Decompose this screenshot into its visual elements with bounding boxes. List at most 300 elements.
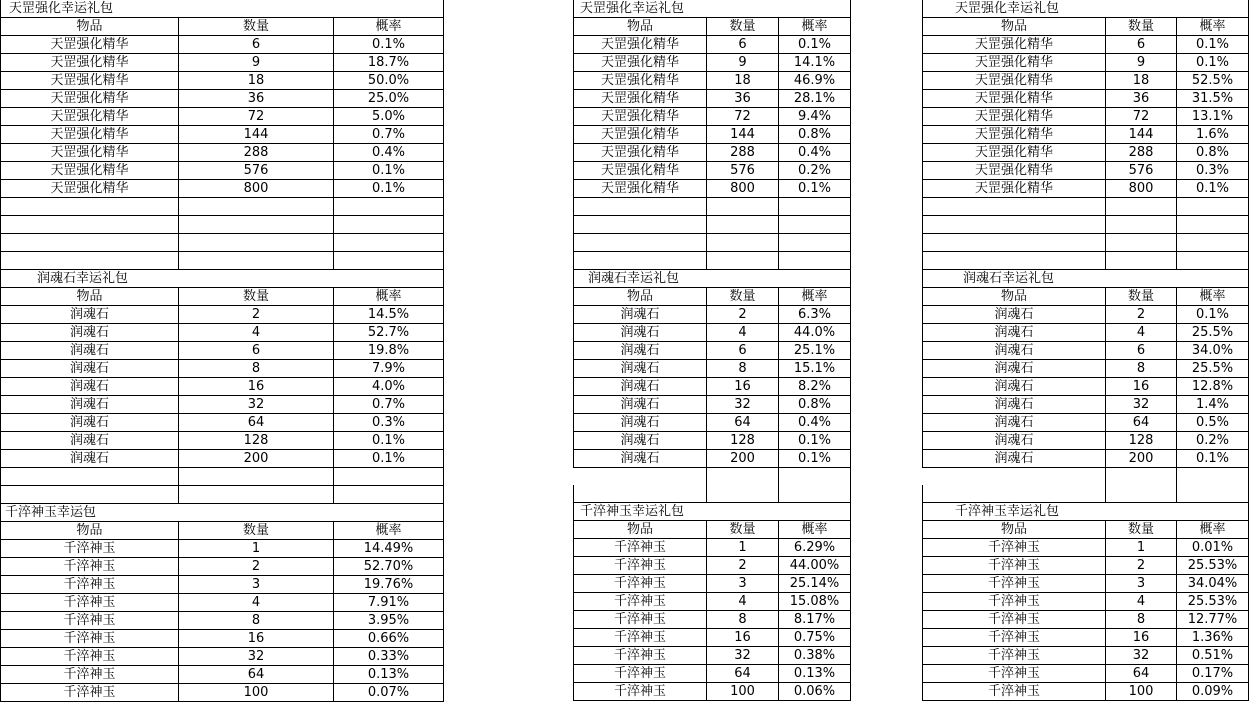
qty-cell[interactable]: 2 [707, 306, 779, 324]
header-qty[interactable]: 数量 [179, 18, 334, 36]
item-cell[interactable]: 润魂石 [574, 360, 707, 378]
prob-cell[interactable]: 25.53% [1177, 557, 1249, 575]
item-cell[interactable]: 天罡强化精华 [574, 126, 707, 144]
prob-cell[interactable]: 28.1% [779, 90, 851, 108]
qty-cell[interactable]: 288 [1106, 144, 1177, 162]
prob-cell[interactable]: 0.4% [334, 144, 444, 162]
table-row [574, 611, 851, 629]
item-cell[interactable]: 润魂石 [574, 342, 707, 360]
item-cell[interactable]: 润魂石 [1, 360, 179, 378]
item-cell[interactable]: 润魂石 [1, 432, 179, 450]
item-cell[interactable]: 千淬神玉 [574, 665, 707, 683]
qty-cell[interactable]: 100 [1106, 683, 1177, 701]
qty-cell[interactable]: 72 [1106, 108, 1177, 126]
section-title[interactable]: 天罡强化幸运礼包 [923, 0, 1106, 18]
item-cell[interactable]: 润魂石 [1, 306, 179, 324]
prob-cell[interactable]: 0.1% [779, 36, 851, 54]
table-row [1, 558, 444, 576]
prob-cell[interactable]: 19.76% [334, 576, 444, 594]
qty-cell[interactable]: 576 [179, 162, 334, 180]
qty-cell[interactable]: 32 [707, 647, 779, 665]
qty-cell[interactable]: 200 [179, 450, 334, 468]
item-cell[interactable]: 润魂石 [574, 396, 707, 414]
prob-cell[interactable]: 18.7% [334, 54, 444, 72]
prob-cell[interactable]: 0.06% [779, 683, 851, 701]
item-cell[interactable]: 天罡强化精华 [574, 144, 707, 162]
item-cell[interactable]: 润魂石 [574, 306, 707, 324]
header-item[interactable]: 物品 [1, 18, 179, 36]
qty-cell[interactable]: 8 [707, 360, 779, 378]
prob-cell[interactable]: 0.3% [1177, 162, 1249, 180]
qty-cell[interactable]: 18 [707, 72, 779, 90]
prob-cell[interactable]: 34.0% [1177, 342, 1249, 360]
item-cell[interactable]: 天罡强化精华 [1, 54, 179, 72]
prob-cell[interactable]: 0.17% [1177, 665, 1249, 683]
qty-cell[interactable]: 128 [707, 432, 779, 450]
item-cell[interactable]: 千淬神玉 [1, 684, 179, 702]
prob-cell[interactable]: 52.7% [334, 324, 444, 342]
section-title[interactable]: 润魂石幸运礼包 [1, 270, 179, 288]
prob-cell[interactable]: 0.1% [334, 432, 444, 450]
table-row [1, 540, 444, 558]
prob-cell[interactable]: 13.1% [1177, 108, 1249, 126]
qty-cell[interactable]: 64 [707, 414, 779, 432]
qty-cell[interactable]: 9 [707, 54, 779, 72]
item-cell[interactable]: 天罡强化精华 [574, 180, 707, 198]
item-cell[interactable]: 天罡强化精华 [574, 90, 707, 108]
prob-cell[interactable]: 0.09% [1177, 683, 1249, 701]
item-cell[interactable]: 润魂石 [1, 396, 179, 414]
qty-cell[interactable]: 6 [707, 342, 779, 360]
prob-cell[interactable]: 14.5% [334, 306, 444, 324]
header-prob[interactable]: 概率 [779, 288, 851, 306]
item-cell[interactable]: 润魂石 [1, 342, 179, 360]
qty-cell[interactable]: 576 [1106, 162, 1177, 180]
header-qty[interactable]: 数量 [179, 288, 334, 306]
qty-cell[interactable]: 2 [179, 306, 334, 324]
item-cell[interactable]: 千淬神玉 [1, 666, 179, 684]
qty-cell[interactable]: 800 [179, 180, 334, 198]
item-cell[interactable]: 千淬神玉 [923, 629, 1106, 647]
qty-cell[interactable]: 64 [179, 666, 334, 684]
qty-cell[interactable]: 9 [179, 54, 334, 72]
empty-row [1, 252, 444, 270]
table-row [923, 36, 1249, 54]
qty-cell[interactable]: 200 [1106, 450, 1177, 468]
item-cell[interactable]: 润魂石 [923, 306, 1106, 324]
item-cell[interactable]: 润魂石 [574, 378, 707, 396]
qty-cell[interactable]: 800 [1106, 180, 1177, 198]
qty-cell[interactable]: 2 [1106, 306, 1177, 324]
prob-cell[interactable]: 0.5% [1177, 414, 1249, 432]
header-prob[interactable]: 概率 [1177, 288, 1249, 306]
item-cell[interactable]: 千淬神玉 [1, 612, 179, 630]
qty-cell[interactable]: 144 [1106, 126, 1177, 144]
qty-cell[interactable]: 2 [707, 557, 779, 575]
qty-cell[interactable]: 8 [179, 612, 334, 630]
item-cell[interactable]: 天罡强化精华 [923, 144, 1106, 162]
table-row [574, 180, 851, 198]
qty-cell[interactable]: 8 [179, 360, 334, 378]
qty-cell[interactable]: 8 [1106, 611, 1177, 629]
item-cell[interactable]: 天罡强化精华 [923, 54, 1106, 72]
qty-cell[interactable]: 6 [179, 36, 334, 54]
qty-cell[interactable]: 6 [1106, 342, 1177, 360]
item-cell[interactable]: 天罡强化精华 [923, 162, 1106, 180]
section-title[interactable]: 润魂石幸运礼包 [923, 270, 1106, 288]
prob-cell[interactable]: 7.91% [334, 594, 444, 612]
qty-cell[interactable]: 4 [1106, 324, 1177, 342]
qty-cell[interactable]: 4 [179, 324, 334, 342]
item-cell[interactable]: 千淬神玉 [1, 594, 179, 612]
item-cell[interactable]: 天罡强化精华 [923, 126, 1106, 144]
prob-cell[interactable]: 9.4% [779, 108, 851, 126]
qty-cell[interactable]: 16 [1106, 378, 1177, 396]
prob-cell[interactable]: 31.5% [1177, 90, 1249, 108]
empty-row [1, 468, 444, 486]
item-cell[interactable]: 润魂石 [923, 432, 1106, 450]
header-prob[interactable]: 概率 [1177, 521, 1249, 539]
section-title[interactable]: 润魂石幸运礼包 [574, 270, 707, 288]
qty-cell[interactable]: 32 [1106, 396, 1177, 414]
header-item[interactable]: 物品 [1, 288, 179, 306]
item-cell[interactable]: 千淬神玉 [1, 558, 179, 576]
qty-cell[interactable]: 2 [1106, 557, 1177, 575]
prob-cell[interactable]: 1.4% [1177, 396, 1249, 414]
item-cell[interactable]: 千淬神玉 [923, 683, 1106, 701]
header-prob[interactable]: 概率 [334, 522, 444, 540]
qty-cell[interactable]: 16 [179, 378, 334, 396]
qty-cell[interactable]: 36 [1106, 90, 1177, 108]
item-cell[interactable]: 润魂石 [574, 432, 707, 450]
prob-cell[interactable]: 0.2% [779, 162, 851, 180]
header-prob[interactable]: 概率 [779, 521, 851, 539]
prob-cell[interactable]: 0.1% [1177, 306, 1249, 324]
item-cell[interactable]: 天罡强化精华 [574, 108, 707, 126]
prob-cell[interactable]: 25.5% [1177, 360, 1249, 378]
section-title[interactable]: 天罡强化幸运礼包 [574, 0, 707, 18]
prob-cell[interactable]: 6.3% [779, 306, 851, 324]
item-cell[interactable]: 天罡强化精华 [574, 162, 707, 180]
qty-cell[interactable]: 3 [179, 576, 334, 594]
item-cell[interactable]: 千淬神玉 [1, 576, 179, 594]
qty-cell[interactable]: 288 [179, 144, 334, 162]
prob-cell[interactable]: 1.36% [1177, 629, 1249, 647]
prob-cell[interactable]: 52.70% [334, 558, 444, 576]
header-item[interactable]: 物品 [1, 522, 179, 540]
prob-cell[interactable]: 0.4% [779, 144, 851, 162]
prob-cell[interactable]: 14.1% [779, 54, 851, 72]
item-cell[interactable]: 千淬神玉 [574, 629, 707, 647]
prob-cell[interactable]: 25.0% [334, 90, 444, 108]
prob-cell[interactable]: 8.17% [779, 611, 851, 629]
qty-cell[interactable]: 3 [707, 575, 779, 593]
qty-cell[interactable]: 576 [707, 162, 779, 180]
qty-cell[interactable]: 800 [707, 180, 779, 198]
item-cell[interactable]: 天罡强化精华 [1, 90, 179, 108]
item-cell[interactable]: 润魂石 [1, 378, 179, 396]
prob-cell[interactable]: 1.6% [1177, 126, 1249, 144]
table-row [1, 630, 444, 648]
prob-cell[interactable]: 25.5% [1177, 324, 1249, 342]
item-cell[interactable]: 润魂石 [1, 324, 179, 342]
header-qty[interactable]: 数量 [707, 288, 779, 306]
item-cell[interactable]: 润魂石 [923, 396, 1106, 414]
item-cell[interactable]: 天罡强化精华 [923, 72, 1106, 90]
item-cell[interactable]: 润魂石 [923, 342, 1106, 360]
qty-cell[interactable]: 4 [707, 324, 779, 342]
prob-cell[interactable]: 0.8% [779, 396, 851, 414]
prob-cell[interactable]: 0.7% [334, 126, 444, 144]
qty-cell[interactable]: 100 [707, 683, 779, 701]
item-cell[interactable]: 千淬神玉 [923, 539, 1106, 557]
item-cell[interactable]: 天罡强化精华 [1, 36, 179, 54]
qty-cell[interactable]: 128 [179, 432, 334, 450]
item-cell[interactable]: 天罡强化精华 [1, 180, 179, 198]
qty-cell[interactable]: 16 [179, 630, 334, 648]
item-cell[interactable]: 千淬神玉 [923, 665, 1106, 683]
prob-cell[interactable]: 52.5% [1177, 72, 1249, 90]
item-cell[interactable]: 天罡强化精华 [923, 36, 1106, 54]
qty-cell[interactable]: 32 [707, 396, 779, 414]
item-cell[interactable]: 润魂石 [574, 414, 707, 432]
qty-cell[interactable]: 18 [179, 72, 334, 90]
table-row [923, 306, 1249, 324]
qty-cell[interactable]: 6 [179, 342, 334, 360]
qty-cell[interactable]: 4 [179, 594, 334, 612]
section-title-row [1, 0, 444, 18]
prob-cell[interactable]: 46.9% [779, 72, 851, 90]
item-cell[interactable]: 千淬神玉 [574, 575, 707, 593]
prob-cell[interactable]: 5.0% [334, 108, 444, 126]
header-item[interactable]: 物品 [923, 521, 1106, 539]
item-cell[interactable]: 润魂石 [574, 324, 707, 342]
qty-cell[interactable]: 64 [1106, 414, 1177, 432]
section-title[interactable]: 千淬神玉幸运礼包 [923, 503, 1106, 521]
prob-cell[interactable]: 0.1% [779, 432, 851, 450]
header-qty[interactable]: 数量 [1106, 521, 1177, 539]
header-item[interactable]: 物品 [574, 521, 707, 539]
item-cell[interactable]: 天罡强化精华 [1, 108, 179, 126]
prob-cell[interactable]: 3.95% [334, 612, 444, 630]
qty-cell[interactable]: 6 [707, 36, 779, 54]
header-item[interactable]: 物品 [923, 18, 1106, 36]
prob-cell[interactable]: 0.3% [334, 414, 444, 432]
item-cell[interactable]: 千淬神玉 [574, 593, 707, 611]
qty-cell[interactable]: 72 [179, 108, 334, 126]
item-cell[interactable]: 润魂石 [923, 414, 1106, 432]
prob-cell[interactable]: 0.1% [779, 450, 851, 468]
qty-cell[interactable]: 6 [1106, 36, 1177, 54]
header-item[interactable]: 物品 [923, 288, 1106, 306]
item-cell[interactable]: 天罡强化精华 [923, 108, 1106, 126]
prob-cell[interactable]: 12.8% [1177, 378, 1249, 396]
qty-cell[interactable]: 1 [1106, 539, 1177, 557]
item-cell[interactable]: 天罡强化精华 [574, 72, 707, 90]
prob-cell[interactable]: 25.1% [779, 342, 851, 360]
prob-cell[interactable]: 0.2% [1177, 432, 1249, 450]
item-cell[interactable]: 天罡强化精华 [574, 36, 707, 54]
header-item[interactable]: 物品 [574, 18, 707, 36]
qty-cell[interactable]: 100 [179, 684, 334, 702]
prob-cell[interactable]: 0.7% [334, 396, 444, 414]
qty-cell[interactable]: 200 [707, 450, 779, 468]
prob-cell[interactable]: 0.75% [779, 629, 851, 647]
prob-cell[interactable]: 12.77% [1177, 611, 1249, 629]
prob-cell[interactable]: 0.13% [779, 665, 851, 683]
prob-cell[interactable]: 25.53% [1177, 593, 1249, 611]
table-row [574, 36, 851, 54]
section-title[interactable]: 天罡强化幸运礼包 [1, 0, 179, 18]
table-row [574, 396, 851, 414]
prob-cell[interactable]: 0.4% [779, 414, 851, 432]
prob-cell[interactable]: 0.1% [779, 180, 851, 198]
item-cell[interactable]: 千淬神玉 [923, 575, 1106, 593]
prob-cell[interactable]: 15.08% [779, 593, 851, 611]
prob-cell[interactable]: 25.14% [779, 575, 851, 593]
qty-cell[interactable]: 288 [707, 144, 779, 162]
prob-cell[interactable]: 0.38% [779, 647, 851, 665]
header-qty[interactable]: 数量 [1106, 18, 1177, 36]
qty-cell[interactable]: 8 [707, 611, 779, 629]
item-cell[interactable]: 天罡强化精华 [1, 162, 179, 180]
table-row [923, 378, 1249, 396]
table-row [923, 683, 1249, 701]
item-cell[interactable]: 润魂石 [923, 450, 1106, 468]
item-cell[interactable]: 润魂石 [1, 450, 179, 468]
prob-cell[interactable]: 7.9% [334, 360, 444, 378]
qty-cell[interactable]: 3 [1106, 575, 1177, 593]
item-cell[interactable]: 天罡强化精华 [1, 126, 179, 144]
table-row [923, 360, 1249, 378]
item-cell[interactable]: 天罡强化精华 [1, 144, 179, 162]
header-prob[interactable]: 概率 [334, 18, 444, 36]
item-cell[interactable]: 千淬神玉 [574, 683, 707, 701]
empty-row [574, 198, 851, 216]
header-qty[interactable]: 数量 [707, 18, 779, 36]
qty-cell[interactable]: 18 [1106, 72, 1177, 90]
prob-cell[interactable]: 0.1% [334, 180, 444, 198]
prob-cell[interactable]: 14.49% [334, 540, 444, 558]
header-prob[interactable]: 概率 [779, 18, 851, 36]
qty-cell[interactable]: 1 [707, 539, 779, 557]
table-row [923, 647, 1249, 665]
prob-cell[interactable]: 6.29% [779, 539, 851, 557]
qty-cell[interactable]: 36 [179, 90, 334, 108]
qty-cell[interactable]: 2 [179, 558, 334, 576]
qty-cell[interactable]: 64 [179, 414, 334, 432]
item-cell[interactable]: 润魂石 [923, 360, 1106, 378]
item-cell[interactable]: 千淬神玉 [923, 557, 1106, 575]
header-prob[interactable]: 概率 [1177, 18, 1249, 36]
prob-cell[interactable]: 8.2% [779, 378, 851, 396]
qty-cell[interactable]: 32 [179, 396, 334, 414]
item-cell[interactable]: 千淬神玉 [1, 630, 179, 648]
qty-cell[interactable]: 32 [179, 648, 334, 666]
empty-row [923, 216, 1249, 234]
item-cell[interactable]: 千淬神玉 [1, 540, 179, 558]
prob-cell[interactable]: 0.1% [1177, 36, 1249, 54]
item-cell[interactable]: 润魂石 [923, 324, 1106, 342]
qty-cell[interactable]: 16 [707, 629, 779, 647]
qty-cell[interactable]: 72 [707, 108, 779, 126]
item-cell[interactable]: 天罡强化精华 [923, 180, 1106, 198]
qty-cell[interactable]: 32 [1106, 647, 1177, 665]
item-cell[interactable]: 天罡强化精华 [1, 72, 179, 90]
prob-cell[interactable]: 44.0% [779, 324, 851, 342]
item-cell[interactable]: 天罡强化精华 [923, 90, 1106, 108]
qty-cell[interactable]: 144 [179, 126, 334, 144]
qty-cell[interactable]: 8 [1106, 360, 1177, 378]
header-qty[interactable]: 数量 [707, 521, 779, 539]
table-row [574, 324, 851, 342]
prob-cell[interactable]: 0.1% [1177, 450, 1249, 468]
prob-cell[interactable]: 44.00% [779, 557, 851, 575]
prob-cell[interactable]: 0.1% [334, 450, 444, 468]
qty-cell[interactable]: 64 [707, 665, 779, 683]
prob-cell[interactable]: 50.0% [334, 72, 444, 90]
item-cell[interactable]: 千淬神玉 [923, 647, 1106, 665]
qty-cell[interactable]: 9 [1106, 54, 1177, 72]
prob-cell[interactable]: 0.1% [1177, 54, 1249, 72]
header-qty[interactable]: 数量 [1106, 288, 1177, 306]
prob-cell[interactable]: 4.0% [334, 378, 444, 396]
prob-cell[interactable]: 0.8% [1177, 144, 1249, 162]
prob-cell[interactable]: 0.13% [334, 666, 444, 684]
prob-cell[interactable]: 0.01% [1177, 539, 1249, 557]
qty-cell[interactable]: 16 [1106, 629, 1177, 647]
section-title[interactable]: 千淬神玉幸运礼包 [574, 503, 707, 521]
prob-cell[interactable]: 0.51% [1177, 647, 1249, 665]
item-cell[interactable]: 千淬神玉 [574, 539, 707, 557]
item-cell[interactable]: 润魂石 [574, 450, 707, 468]
item-cell[interactable]: 千淬神玉 [574, 557, 707, 575]
section-title[interactable]: 千淬神玉幸运包 [1, 504, 179, 522]
item-cell[interactable]: 天罡强化精华 [574, 54, 707, 72]
item-cell[interactable]: 润魂石 [1, 414, 179, 432]
prob-cell[interactable]: 19.8% [334, 342, 444, 360]
header-item[interactable]: 物品 [574, 288, 707, 306]
header-qty[interactable]: 数量 [179, 522, 334, 540]
item-cell[interactable]: 千淬神玉 [923, 593, 1106, 611]
prob-cell[interactable]: 15.1% [779, 360, 851, 378]
qty-cell[interactable]: 128 [1106, 432, 1177, 450]
qty-cell[interactable]: 1 [179, 540, 334, 558]
header-prob[interactable]: 概率 [334, 288, 444, 306]
prob-cell[interactable]: 0.66% [334, 630, 444, 648]
qty-cell[interactable]: 144 [707, 126, 779, 144]
prob-cell[interactable]: 0.8% [779, 126, 851, 144]
item-cell[interactable]: 千淬神玉 [1, 648, 179, 666]
prob-cell[interactable]: 0.1% [1177, 180, 1249, 198]
prob-cell[interactable]: 0.1% [334, 36, 444, 54]
prob-cell[interactable]: 0.07% [334, 684, 444, 702]
prob-cell[interactable]: 0.1% [334, 162, 444, 180]
qty-cell[interactable]: 36 [707, 90, 779, 108]
qty-cell[interactable]: 64 [1106, 665, 1177, 683]
item-cell[interactable]: 润魂石 [923, 378, 1106, 396]
qty-cell[interactable]: 16 [707, 378, 779, 396]
prob-cell[interactable]: 34.04% [1177, 575, 1249, 593]
table-row [574, 90, 851, 108]
table-row [1, 180, 444, 198]
qty-cell[interactable]: 4 [1106, 593, 1177, 611]
item-cell[interactable]: 千淬神玉 [923, 611, 1106, 629]
prob-cell[interactable]: 0.33% [334, 648, 444, 666]
item-cell[interactable]: 千淬神玉 [574, 647, 707, 665]
item-cell[interactable]: 千淬神玉 [574, 611, 707, 629]
qty-cell[interactable]: 4 [707, 593, 779, 611]
